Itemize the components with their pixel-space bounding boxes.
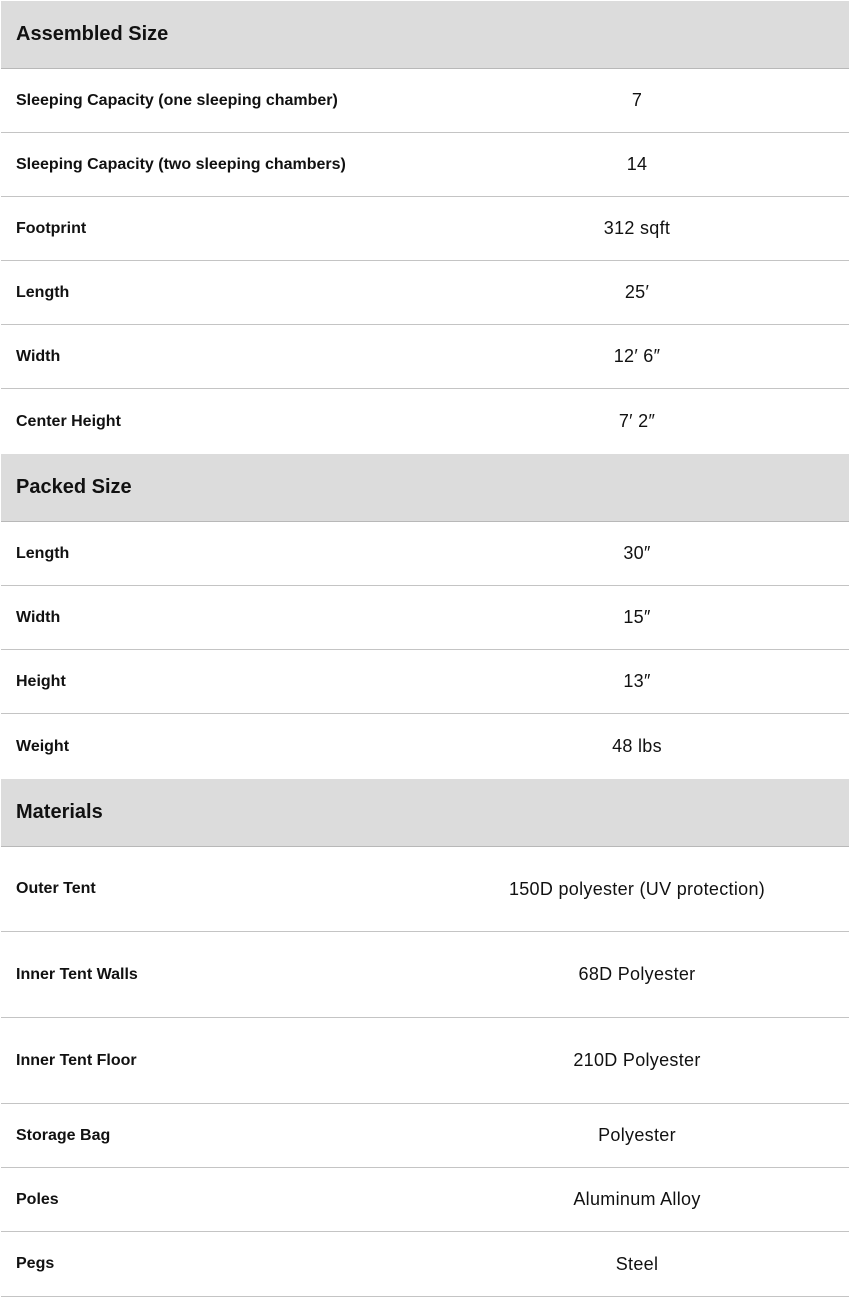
row-value: 30″	[623, 543, 651, 563]
table-row	[1, 325, 849, 389]
row-value: 48 lbs	[612, 736, 662, 756]
table-row	[1, 932, 849, 1018]
row-value: 15″	[623, 607, 651, 627]
row-value: 68D Polyester	[578, 964, 696, 984]
row-label: Width	[16, 347, 61, 365]
row-value: 150D polyester (UV protection)	[508, 878, 766, 899]
table-row	[1, 1168, 849, 1232]
row-label: Outer Tent	[16, 880, 96, 897]
row-label: Center Height	[16, 412, 121, 430]
section-header-packed-size: Packed Size	[1, 454, 849, 522]
table-row	[1, 69, 849, 133]
table-row	[1, 1104, 849, 1168]
row-label: Storage Bag	[16, 1126, 111, 1144]
row-value: 25′	[624, 282, 650, 302]
row-value: Aluminum Alloy	[573, 1189, 701, 1209]
table-row	[1, 197, 849, 261]
section-header-assembled-size: Assembled Size	[1, 1, 849, 69]
row-value: 210D Polyester	[573, 1050, 701, 1070]
row-label: Width	[16, 608, 61, 626]
section-header-materials: Materials	[1, 779, 849, 847]
row-label: Height	[16, 672, 66, 690]
row-label: Inner Tent Floor	[16, 1051, 137, 1069]
row-value: 13″	[623, 671, 651, 691]
row-label: Sleeping Capacity (one sleeping chamber)	[16, 91, 338, 109]
table-row	[1, 714, 849, 779]
row-value: Steel	[615, 1253, 659, 1274]
table-row	[1, 1018, 849, 1104]
table-row	[1, 522, 849, 586]
row-value: 14	[626, 154, 648, 174]
table-row	[1, 133, 849, 197]
row-label: Length	[16, 544, 70, 562]
row-label: Weight	[16, 737, 70, 755]
spec-table	[1, 1, 849, 1297]
row-label: Sleeping Capacity (two sleeping chambers)	[16, 155, 346, 173]
table-row	[1, 650, 849, 714]
table-row	[1, 1232, 849, 1297]
table-row	[1, 389, 849, 454]
row-value: 7′ 2″	[618, 411, 656, 431]
row-label: Poles	[16, 1190, 59, 1208]
row-label: Inner Tent Walls	[16, 965, 138, 983]
row-label: Length	[16, 283, 70, 301]
row-label: Pegs	[16, 1255, 55, 1272]
row-value: 312 sqft	[603, 218, 671, 238]
table-row	[1, 847, 849, 932]
row-value: 7	[631, 90, 643, 110]
row-label: Footprint	[16, 219, 87, 237]
row-value: Polyester	[598, 1125, 676, 1145]
row-value: 12′ 6″	[613, 346, 661, 366]
table-row	[1, 586, 849, 650]
table-row	[1, 261, 849, 325]
